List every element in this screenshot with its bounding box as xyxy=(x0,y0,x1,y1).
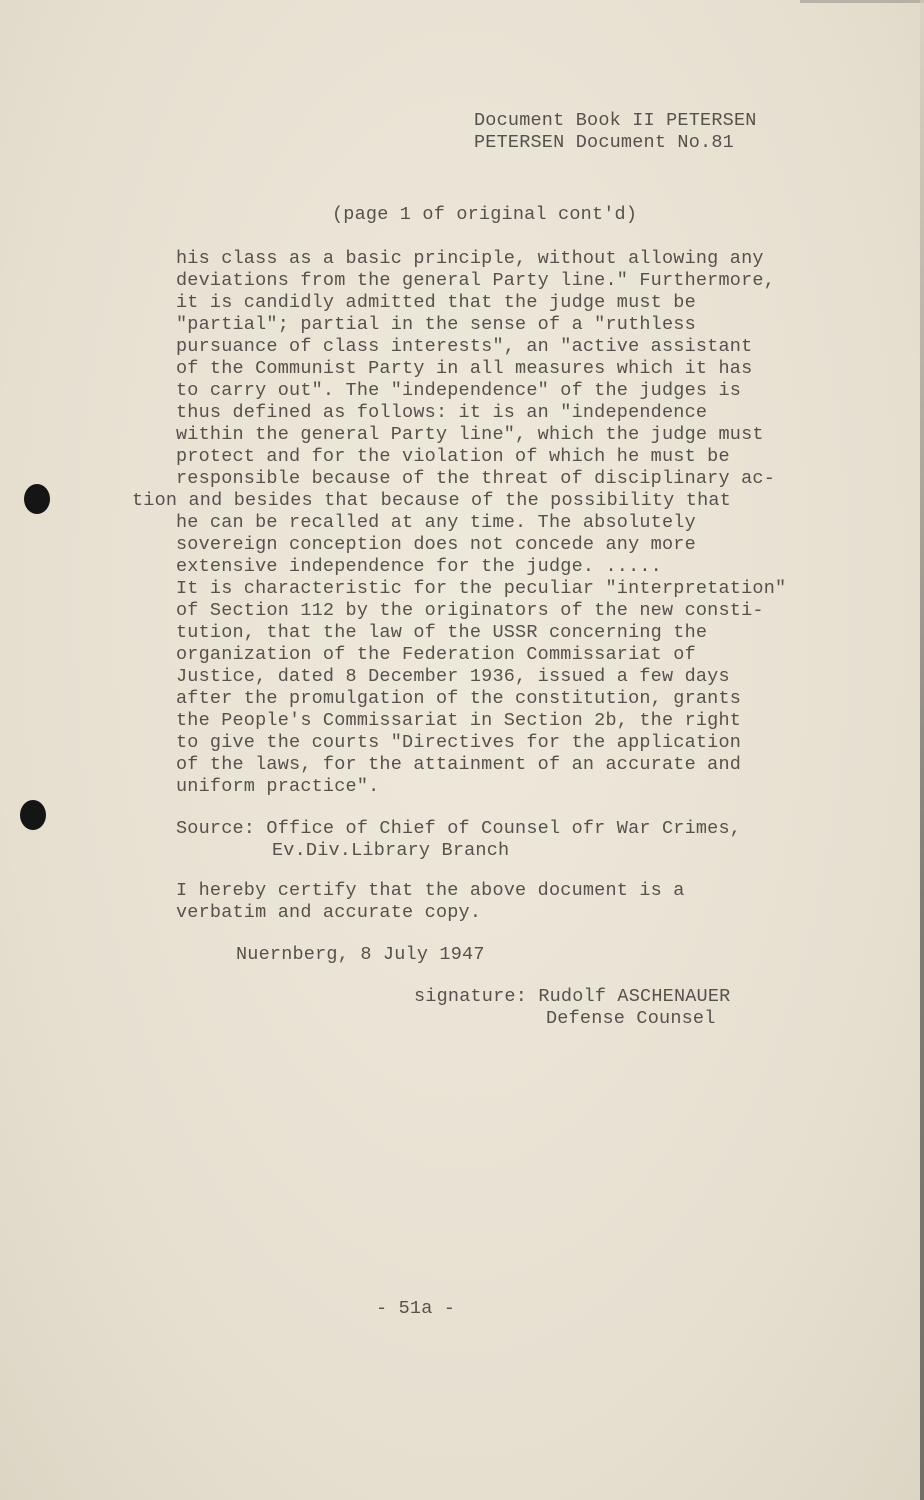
signature-title: Defense Counsel xyxy=(546,1008,716,1029)
punch-hole-upper xyxy=(24,484,50,514)
body-line-9: within the general Party line", which the judge must xyxy=(176,424,764,445)
body-line-1: his class as a basic principle, without allowing any xyxy=(176,248,764,269)
body-line-22: the People's Commissariat in Section 2b, the right xyxy=(176,710,742,731)
signature-line: signature: Rudolf ASCHENAUER xyxy=(414,986,731,1007)
header-book-line: Document Book II PETERSEN xyxy=(474,110,757,131)
body-line-17: of Section 112 by the originators of the new consti- xyxy=(176,600,764,621)
body-line-4: "partial"; partial in the sense of a "ruthless xyxy=(176,314,696,335)
body-line-25: uniform practice". xyxy=(176,776,380,797)
scan-right-edge xyxy=(920,0,924,1500)
body-line-5: pursuance of class interests", an "active assistant xyxy=(176,336,753,357)
source-line: Source: Office of Chief of Counsel ofr War Crimes, xyxy=(176,818,742,839)
body-line-10: protect and for the violation of which he must be xyxy=(176,446,730,467)
scan-edge-mark xyxy=(800,0,924,3)
place-date: Nuernberg, 8 July 1947 xyxy=(236,944,485,965)
body-line-11: responsible because of the threat of disciplinary ac- xyxy=(176,468,775,489)
body-line-2: deviations from the general Party line." Furthermore, xyxy=(176,270,775,291)
body-line-13: he can be recalled at any time. The absolutely xyxy=(176,512,696,533)
body-line-20: Justice, dated 8 December 1936, issued a few days xyxy=(176,666,730,687)
body-line-16: It is characteristic for the peculiar "interpretation" xyxy=(176,578,787,599)
body-line-8: thus defined as follows: it is an "independence xyxy=(176,402,708,423)
certification-line-2: verbatim and accurate copy. xyxy=(176,902,482,923)
continuation-note: (page 1 of original cont'd) xyxy=(332,204,638,225)
body-line-24: of the laws, for the attainment of an accurate and xyxy=(176,754,742,775)
body-line-18: tution, that the law of the USSR concerning the xyxy=(176,622,708,643)
body-line-14: sovereign conception does not concede any more xyxy=(176,534,696,555)
body-line-7: to carry out". The "independence" of the judges is xyxy=(176,380,742,401)
body-line-23: to give the courts "Directives for the application xyxy=(176,732,742,753)
body-line-15: extensive independence for the judge. ..... xyxy=(176,556,662,577)
certification-line-1: I hereby certify that the above document is a xyxy=(176,880,685,901)
body-line-12: tion and besides that because of the possibility that xyxy=(132,490,731,511)
header-document-number: PETERSEN Document No.81 xyxy=(474,132,734,153)
punch-hole-lower xyxy=(20,800,46,830)
body-line-21: after the promulgation of the constitution, grants xyxy=(176,688,742,709)
source-branch-line: Ev.Div.Library Branch xyxy=(272,840,510,861)
body-line-3: it is candidly admitted that the judge must be xyxy=(176,292,696,313)
page-number: - 51a - xyxy=(376,1298,456,1319)
body-line-6: of the Communist Party in all measures which it has xyxy=(176,358,753,379)
body-line-19: organization of the Federation Commissariat of xyxy=(176,644,696,665)
